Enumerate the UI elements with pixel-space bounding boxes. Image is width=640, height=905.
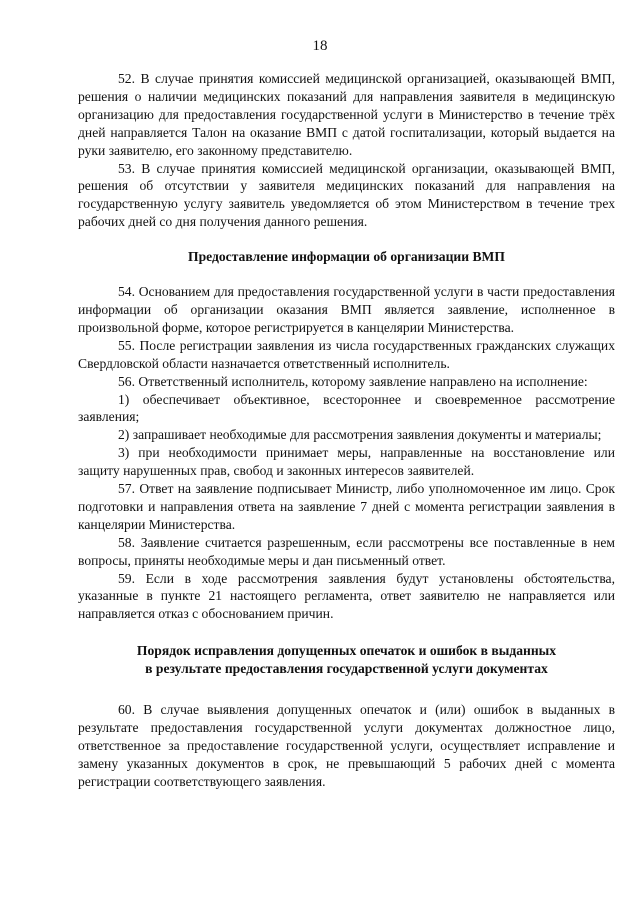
section-heading-corrections [78, 642, 615, 678]
paragraph-57: 57. Ответ на заявление подписывает Министр, либо уполномоченное им лицо. Срок подготовки и направления ответа на заявление 7 дней с момента регистрации заявления в канцелярии Министерства. [78, 481, 615, 532]
document-body [78, 70, 615, 791]
paragraph-59: 59. Если в ходе рассмотрения заявления будут установлены обстоятельства, указанные в пункте 21 настоящего регламента, ответ заявителю не направляется или направляется отказ с обоснованием причин. [78, 570, 615, 622]
page-number: 18 [312, 38, 328, 54]
paragraph-56: 56. Ответственный исполнитель, которому заявление направлено на исполнение: [118, 373, 588, 389]
section-heading-corrections-line-1: Порядок исправления допущенных опечаток и ошибок в выданных [136, 643, 557, 659]
paragraph-56-item-1: 1) обеспечивает объективное, всестороннее и своевременное рассмотрение заявления; [78, 391, 615, 425]
paragraph-55: 55. После регистрации заявления из числа государственных гражданских служащих Свердловской области назначается ответственный исполнитель. [78, 337, 615, 371]
section-heading-vmp-info: Предоставление информации об организации ВМП [188, 249, 505, 265]
paragraph-56-item-2: 2) запрашивает необходимые для рассмотрения заявления документы и материалы; [118, 427, 602, 443]
paragraph-54: 54. Основанием для предоставления государственной услуги в части предоставления информации об организации оказания ВМП является заявление, исполненное в произвольной форме, которое регистрируется в канцелярии Министерства. [78, 284, 615, 335]
paragraph-58: 58. Заявление считается разрешенным, если рассмотрены все поставленные в нем вопросы, приняты необходимые меры и дан письменный ответ. [78, 534, 615, 568]
section-heading-corrections-line-2: в результате предоставления государственной услуги документах [145, 661, 548, 677]
paragraph-53: 53. В случае принятия комиссией медицинской организации, оказывающей ВМП, решения об отсутствии у заявителя медицинских показаний для направления на государственную услугу заявитель уведомляется об этом Министерством в течение трех рабочих дней со дня получения данного решения. [78, 160, 615, 230]
paragraph-52: 52. В случае принятия комиссией медицинской организацией, оказывающей ВМП, решения о наличии медицинских показаний для направления заявителя в медицинскую организацию для предоставления государственной услуги в Министерство в течение трёх дней направляется Талон на оказание ВМП с датой госпитализации, который выдается на руки заявителю, его законному представителю. [78, 71, 615, 158]
paragraph-56-item-3: 3) при необходимости принимает меры, направленные на восстановление или защиту нарушенных прав, свобод и законных интересов заявителей. [78, 445, 615, 479]
paragraph-60: 60. В случае выявления допущенных опечаток и (или) ошибок в выданных в результате предоставления государственной услуги документах должностное лицо, ответственное за предоставление государственной услуги, осуществляет исправление и замену указанных документов в срок, не превышающий 5 рабочих дней с момента регистрации соответствующего заявления. [78, 702, 615, 789]
